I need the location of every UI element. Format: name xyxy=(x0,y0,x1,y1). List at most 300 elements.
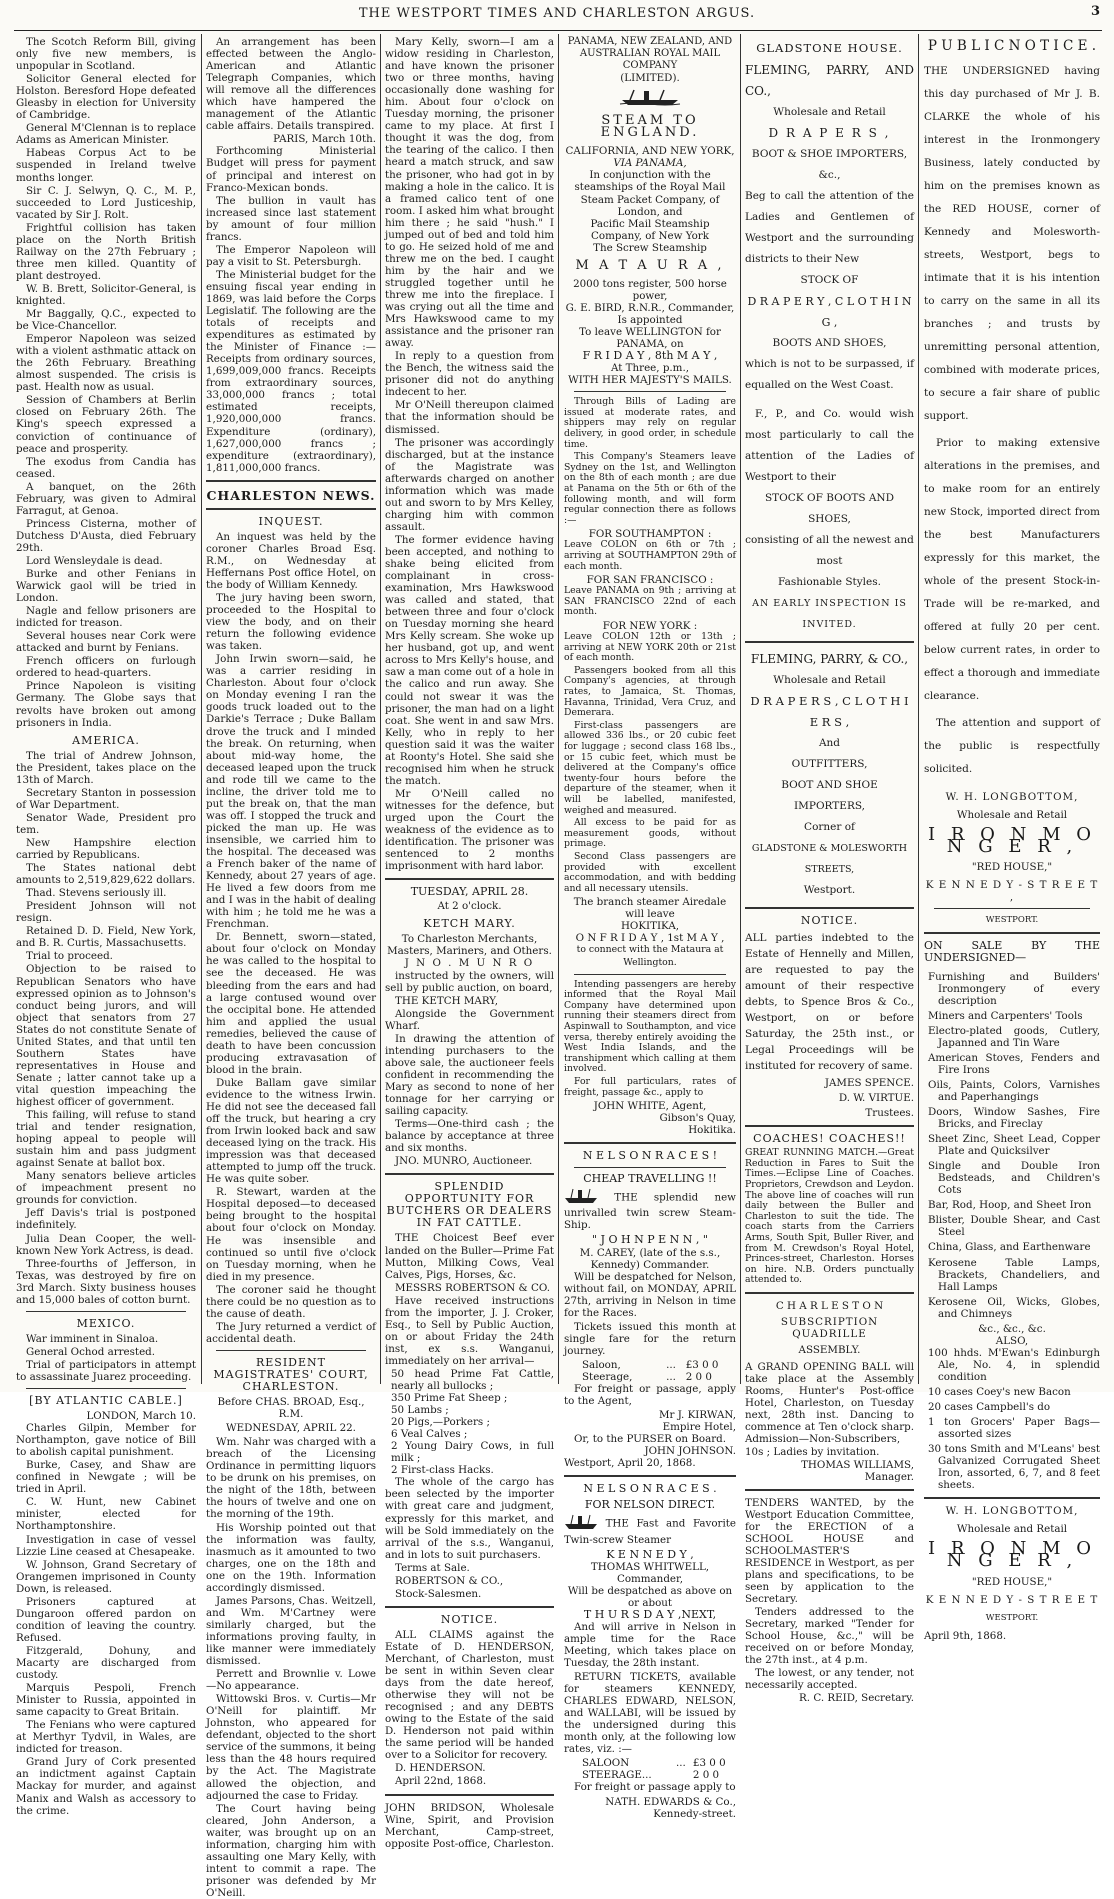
list-item: Miners and Carpenters' Tools xyxy=(928,1009,1083,1022)
notice-heading: NOTICE. xyxy=(440,1612,499,1626)
paragraph: The trial of Andrew Johnson, the President, takes place on the 13th of March. xyxy=(16,749,196,786)
paragraph: April 22nd, 1868. xyxy=(395,1775,487,1788)
via-2: VIA PANAMA, xyxy=(613,157,687,170)
new-york-text: Leave COLON 12th or 13th ; arriving at NEW YORK 20th or 21st of each month. xyxy=(564,631,736,664)
paragraph: Terms—One-third cash ; the balance by acceptance at three and six months. xyxy=(385,1118,554,1155)
paragraph: Fitzgerald, Dohuny, and Macarty are discharged from custody. xyxy=(16,1644,196,1682)
paragraph: Mr O'Neill called no witnesses for the defence, but urged upon the Court the weakness of the evidence as to identification. The prisoner was sentenced to 2 months imprisonment with hard labor. xyxy=(385,787,554,873)
cable-heading: [BY ATLANTIC CABLE.] xyxy=(29,1394,183,1408)
notice-text xyxy=(385,1629,554,1788)
paragraph: MESSRS ROBERTSON & CO. xyxy=(395,1281,550,1294)
column-1 xyxy=(16,36,196,1817)
divider xyxy=(385,1173,554,1175)
fashionable: Fashionable Styles. xyxy=(778,576,881,589)
paragraph: Frightful collision has taken place on the North British Railway on the 27th February ; three men killed. Quantity of plant destroyed. xyxy=(16,221,196,282)
list-item: Kerosene Table Lamps, Brackets, Chandeliers, and Hall Lamps xyxy=(928,1256,1100,1293)
panama-details-2 xyxy=(564,666,736,894)
column-divider xyxy=(740,34,741,1384)
cattle-list xyxy=(385,1368,554,1476)
ball-text: A GRAND OPENING BALL will take place at the Assembly Rooms, Hunter's Post-office Hotel, Charleston, on Tuesday next, 28th inst. Dancing to commence at Ten o'clock sharp. Admission—Non-Subscribers, 10s ; Ladies by invitation. xyxy=(745,1361,914,1458)
pacific-mail: Pacific Mail Steamship Company, of New York xyxy=(590,217,710,242)
drapers-clothiers: D R A P E R S , C L O T H I E R S , xyxy=(750,694,909,730)
rm-court-heading: RESIDENT MAGISTRATES' COURT, CHARLESTON. xyxy=(213,1355,369,1394)
paris-news xyxy=(206,145,376,473)
charleston-news-heading: CHARLESTON NEWS. xyxy=(206,487,376,503)
paragraph: Through Bills of Lading are issued at moderate rates, and shippers may rely on regular delivery, in good order, in schedule time. xyxy=(564,396,736,450)
paragraph: Dr. Bennett, sworn—stated, about four o'clock on Monday he was called to the hospital to see the deceased. He was bleeding from the ears and had a large contused wound over the occipital bone. He attended him and applied the usual remedies, believed the cause of death to have been concussion producing extravasation of blood in the brain. xyxy=(206,931,376,1076)
thomas-williams: THOMAS WILLIAMS, xyxy=(801,1458,914,1471)
list-item: 350 Prime Fat Sheep ; xyxy=(391,1392,508,1405)
paragraph: New Hampshire election carried by Republicans. xyxy=(16,837,196,862)
public-notice-3: The attention and support of the public is respectfully solicited. xyxy=(924,717,1100,776)
san-francisco-heading: FOR SAN FRANCISCO : xyxy=(586,574,714,587)
gladstone-house-heading: GLADSTONE HOUSE. xyxy=(756,41,903,55)
paragraph: The coroner said he thought there could be no question as to the cause of death. xyxy=(206,1283,376,1320)
paragraph: Marquis Pespoli, French Minister to Russia, appointed in same capacity to Great Britain. xyxy=(16,1682,196,1719)
connect-mataura: to connect with the Mataura at Wellington. xyxy=(576,944,724,968)
boots-shoes: BOOTS AND SHOES, xyxy=(772,337,887,350)
boot-shoe-2: BOOT AND SHOE IMPORTERS, xyxy=(781,779,878,813)
paragraph: Wittowski Bros. v. Curtis—Mr O'Neill for plaintiff. Mr Johnston, who appeared for defendant, objected to the short service of the summons, it being less than the 48 hours required by the Act. The Magistrate allowed the objection, and adjourned the case to Friday. xyxy=(206,1693,376,1802)
divider xyxy=(216,1350,366,1351)
edwards: NATH. EDWARDS & Co., xyxy=(605,1795,736,1808)
steamship-icon xyxy=(564,88,736,109)
john-johnson: JOHN JOHNSON. xyxy=(644,1445,736,1458)
paragraph: War imminent in Sinaloa. xyxy=(26,1332,159,1345)
col2-news xyxy=(206,36,376,132)
fare-amount: £3 0 0 xyxy=(685,1358,719,1371)
kennedy-name: K E N N E D Y , xyxy=(606,1547,694,1561)
fare-dots: ... xyxy=(666,1358,676,1371)
charleston-heading: C H A R L E S T O N xyxy=(775,1300,884,1312)
friday-1st-may: O N F R I D A Y , 1st M A Y , xyxy=(575,932,725,945)
fare-dots xyxy=(674,1769,691,1781)
fpc-name-2: FLEMING, PARRY, & CO., xyxy=(750,652,909,667)
corner-of: Corner of xyxy=(804,821,855,834)
coaches-text: GREAT RUNNING MATCH.—Great Reduction in Fares to Suit the Times.—Eclipse Line of Coaches. Proprietors, Crewdson and Leydon. The above line of coaches will run daily between the Buller and Charleston to suit the tide. The coach starts from the Carriers Arms, South Spit, Buller River, and from M. Crewdson's Royal Hotel, Princes-street, Charleston. Horses on hire. N.B. Orders punctually attended to. xyxy=(745,1147,914,1286)
steamship-icon xyxy=(564,1188,598,1207)
paragraph: A banquet, on the 26th February, was given to Admiral Farragut, at Genoa. xyxy=(16,480,196,517)
paragraph: instructed by the owners, will sell by public auction, on board, xyxy=(385,969,554,994)
kennedy-commander: THOMAS WHITWELL, Commander, xyxy=(590,1560,710,1585)
paragraph: THE Choicest Beef ever landed on the Buller—Prime Fat Mutton, Milking Cows, Veal Calves, Pigs, Horses, &c. xyxy=(385,1232,554,1281)
mexico-news xyxy=(16,1333,196,1383)
paragraph: Duke Ballam gave similar evidence to the witness Irwin. He did not see the deceased fall off the truck, but hearing a cry from Irwin looked back and saw deceased lying on the track. His impression was that deceased attempted to jump off the truck. He was quite sober. xyxy=(206,1076,376,1186)
red-house-2: "RED HOUSE," xyxy=(971,1575,1053,1588)
paragraph: Passengers booked from all this Company's agencies, at through rates, to Jamaica, St. Thomas, Havanna, Trinidad, Vera Cruz, and Demerara. xyxy=(564,664,736,719)
rm-text xyxy=(206,1436,376,1899)
paragraph: Trial to proceed. xyxy=(26,950,113,963)
paragraph: The bullion in vault has increased since last statement by amount of four million francs. xyxy=(206,194,376,243)
paragraph: The Emperor Napoleon will pay a visit to St. Petersburgh. xyxy=(206,243,376,268)
conjunction: In conjunction with the steamships of the Royal Mail Steam Packet Company, of London, and xyxy=(574,169,726,218)
list-item: 6 Veal Calves ; xyxy=(391,1428,468,1441)
divider xyxy=(745,907,914,909)
airedale: The branch steamer Airedale will leave xyxy=(573,896,727,921)
kirwan: Mr J. KIRWAN, xyxy=(658,1409,736,1422)
column-divider xyxy=(558,34,559,1384)
divider xyxy=(745,1489,914,1491)
rm-before: Before CHAS. BROAD, Esq., R.M. xyxy=(217,1396,365,1421)
appointed: Is appointed xyxy=(617,313,683,326)
drapery-clothing: D R A P E R Y , C L O T H I N G , xyxy=(747,295,912,330)
kennedy-street: K E N N E D Y - S T R E E T , xyxy=(925,879,1099,904)
empire-hotel: Empire Hotel, xyxy=(662,1421,736,1434)
divider xyxy=(564,1142,736,1144)
list-item: Single and Double Iron Bedsteads, and Children's Cots xyxy=(928,1160,1100,1197)
column-4 xyxy=(564,36,736,1820)
paragraph: General M'Clennan is to replace Adams as American Minister. xyxy=(16,122,196,147)
paragraph: The Court having being cleared, John Anderson, a waiter, was brought up on an information, charging him with assaulting one Mary Kelly, with intent to commit a rape. The prisoner was defended by Mr O'Neill. xyxy=(206,1802,376,1899)
paragraph: The prisoner was accordingly discharged, but at the instance of the Magistrate was afterwards charged on another information which was made out and sworn to by Mrs Kelley, charging him with common assault. xyxy=(385,436,554,533)
divider xyxy=(26,1311,186,1312)
longbottom-name: W. H. LONGBOTTOM, xyxy=(945,791,1079,804)
paragraph: Thad. Stevens seriously ill. xyxy=(26,887,167,900)
paragraph: Mr O'Neill thereupon claimed that the information should be dismissed. xyxy=(385,399,554,436)
beg-attention: Beg to call the attention of the Ladies and Gentlemen of Westport and the surrounding districts to their New xyxy=(745,190,914,266)
divider xyxy=(924,1497,1100,1499)
fp-attention: F., P., and Co. would wish most particularly to call the attention of the Ladies of Westport to their xyxy=(745,408,914,484)
john-penn-intro: THE splendid new unrivalled twin screw Steam-Ship. xyxy=(564,1191,736,1232)
list-item: Furnishing and Builders' Ironmongery of every description xyxy=(928,970,1100,1007)
rc-reid: R. C. REID, Secretary. xyxy=(799,1692,914,1705)
paragraph: Burke and other Fenians in Warwick gaol will be tried in London. xyxy=(16,568,196,605)
tenders-text-3: The lowest, or any tender, not necessarily accepted. xyxy=(745,1667,914,1692)
cable-dateline: LONDON, March 10. xyxy=(86,1410,196,1423)
notice-heading: NOTICE. xyxy=(800,914,859,928)
america-news xyxy=(16,750,196,1306)
ketch-heading: KETCH MARY. xyxy=(423,917,516,931)
dw-virtue: D. W. VIRTUE. xyxy=(838,1092,914,1105)
paragraph: C. W. Hunt, new Cabinet minister, elected for Northamptonshire. xyxy=(16,1496,196,1533)
ironmonger-2: I R O N M O N G E R , xyxy=(928,1538,1096,1572)
cable-news xyxy=(16,1422,196,1817)
paragraph: Princess Cisterna, mother of Dutchess D'Austa, died February 29th. xyxy=(16,517,196,554)
paragraph: Retained D. D. Field, New York, and B. R. Curtis, Massachusetts. xyxy=(16,925,196,950)
mails: WITH HER MAJESTY'S MAILS. xyxy=(568,374,732,387)
list-item: Blister, Double Shear, and Cast Steel xyxy=(928,1214,1100,1239)
paragraph: Intending passengers are hereby informed that the Royal Mail Company have determined upon running their steamers direct from Aspinwall to Southampton, and vice versa, thereby entirely avoiding the West India Islands, and the transhipment which calling at them involved. xyxy=(564,978,736,1075)
paragraph: President Johnson will not resign. xyxy=(16,900,196,925)
paragraph: Charles Gilpin, Member for Northampton, gave notice of Bill to abolish capital punishment. xyxy=(16,1422,196,1459)
kennedy-freight: For freight or passage apply to xyxy=(574,1781,736,1794)
april-date: April 9th, 1868. xyxy=(924,1629,1007,1642)
list-item: Kerosene Oil, Wicks, Globes, and Chimneys xyxy=(928,1295,1100,1320)
divider xyxy=(934,908,1090,909)
nelson-races-2-heading: N E L S O N R A C E S . xyxy=(583,1482,717,1496)
divider xyxy=(206,480,376,482)
fare-dots: ... xyxy=(666,1371,676,1383)
westport: Westport. xyxy=(803,884,856,897)
list-item: Oils, Paints, Colors, Varnishes and Paperhangings xyxy=(928,1078,1100,1103)
paragraph: Lord Wensleydale is dead. xyxy=(26,554,163,567)
gladstone-ad xyxy=(745,60,914,635)
agent-town: Hokitika. xyxy=(688,1124,736,1137)
paragraph: Forthcoming Ministerial Budget will press for payment of principal and interest on Franco-Mexican bonds. xyxy=(206,145,376,194)
westport-date: Westport, April 20, 1868. xyxy=(564,1457,696,1470)
paragraph: Habeas Corpus Act to be suspended in Ireland twelve months longer. xyxy=(16,147,196,184)
masthead-title: THE WESTPORT TIMES AND CHARLESTON ARGUS. xyxy=(358,6,756,21)
fare-class: Steerage, xyxy=(582,1371,633,1383)
paragraph: Julia Dean Cooper, the well-known New York Actress, is dead. xyxy=(16,1232,196,1257)
manager: Manager. xyxy=(864,1470,914,1483)
paragraph: R. Stewart, warden at the Hospital deposed—to deceased being brought to the hospital about four o'clock on Monday. He was insensible and continued so until five o'clock on Tuesday morning, when he died in my presence. xyxy=(206,1186,376,1283)
john-penn-name: " J O H N P E N N , " xyxy=(592,1233,708,1247)
hokitika: HOKITIKA, xyxy=(620,920,680,933)
paragraph: Solicitor General elected for Holston. Beresford Hope defeated Gleasby in election for University of Cambridge. xyxy=(16,73,196,122)
divider xyxy=(745,1125,914,1127)
fpc-ad-2 xyxy=(745,649,914,901)
list-item: 20 cases Campbell's do xyxy=(928,1401,1051,1414)
paragraph: The Fenians who were captured at Merthyr Tydvil, in Wales, are indicted for treason. xyxy=(16,1719,196,1756)
list-item: China, Glass, and Earthenware xyxy=(928,1241,1091,1254)
commander: G. E. BIRD, R.N.R., Commander, xyxy=(565,301,735,314)
paragraph: The former evidence having been accepted, and nothing to shake being elicited from complainant in cross-examination, Mrs Hawkswood was called and stated, that between three and four o'clock on Tuesday morning she heard Mrs Kelly scream. She woke up her husband, got up, and went across to Mrs Kelly's house, and saw a man come out of a hole in the calico and run away. She could not swear it was the prisoner, the man had on a light coat. She went in and saw Mrs. Kelly, who in reply to her question said it was the waiter at Roonty's Hotel. She said she recognised him when he struck the match. xyxy=(385,533,554,787)
column-divider xyxy=(918,34,919,1384)
wholesale-retail-2: Wholesale and Retail xyxy=(956,1523,1068,1536)
divider xyxy=(745,1292,914,1294)
paragraph: First-class passengers are allowed 336 lbs., or 20 cubic feet for luggage ; second class 168 lbs., or 15 cubic feet, which must be delivered at the Company's office twenty-four hours before the departure of the steamer, when it will be labelled, manifested, weighed and measured. xyxy=(564,719,736,816)
paragraph: An arrangement has been effected between the Anglo-American and Atlantic Telegraph Companies, which will remove all the differences which have hampered the management of the Atlantic cable affairs. Details transpired. xyxy=(206,36,376,133)
wholesale-retail: Wholesale and Retail xyxy=(956,809,1068,822)
paragraph: Many senators believe articles of impeachment present no grounds for conviction. xyxy=(16,1170,196,1207)
fare-amount: 2 0 0 xyxy=(692,1769,720,1782)
paragraph: Objection to be raised to Republican Senators who have expressed opinion as to Johnson's conduct being jurors, and will object that senators from 27 States do not constitute Senate of United States, and that until ten Southern States have representatives in House and Senate ; latter cannot take up a vital question impeaching the highest officer of government. xyxy=(16,963,196,1108)
new-york-heading: FOR NEW YORK : xyxy=(602,620,698,632)
public-notice-2: Prior to making extensive alterations in the premises, and to make room for an entirely new Stock, imported direct from the best Manufacturers expressly for this market, the whole of the present Stock-in-Trade will be re-marked, and offered at fully 20 per cent. below current rates, in order to effect a thorough and immediate clearance. xyxy=(924,437,1100,703)
paragraph: Jeff Davis's trial is postponed indefinitely. xyxy=(16,1207,196,1232)
on-sale: ON SALE BY THE UNDERSIGNED— xyxy=(924,939,1100,965)
divider xyxy=(385,1794,554,1796)
sale-items-2 xyxy=(924,1347,1100,1492)
fare-dots: ... xyxy=(675,1757,686,1770)
column-divider xyxy=(380,34,381,1384)
paragraph: Mary Kelly, sworn—I am a widow residing in Charleston, and have known the prisoner two or three months, having occasionally done washing for him. About four o'clock on Tuesday morning, the prisoner came to my place. At first I thought it was the dog, from the tearing of the calico. I then heard a match struck, and saw the prisoner, who had got in by making a hole in the calico. It is a framed calico tent of one room. I asked him what brought him there ; he said "hush." I jumped out of bed and told him to go. He seized hold of me and threw me on the bed. I caught him by the hair and we struggled together until he threw me into the fireplace. I was crying out all the time and Mrs Hawkswood came to my assistance and the prisoner ran away. xyxy=(385,36,554,350)
penn-row xyxy=(564,1188,736,1231)
hennelly-notice: ALL parties indebted to the Estate of Hennelly and Millen, are requested to pay the amount of their respective debts, to Spence Bros & Co., Westport, on or before Saturday, the 25th inst., or Legal Proceedings will be instituted for recovery of same. xyxy=(745,932,914,1073)
inquest-heading: INQUEST. xyxy=(258,514,324,528)
paragraph: The jury having been sworn, proceeded to the Hospital to view the body, and on their return the following evidence was taken. xyxy=(206,592,376,653)
paragraph: For full particulars, rates of freight, passage &c., apply to xyxy=(564,1075,736,1098)
cattle-tail xyxy=(385,1476,554,1599)
bridson-ad: JOHN BRIDSON, Wholesale Wine, Spirit, and Provision Merchant, Camp-street, opposite Post-office, Charleston. xyxy=(385,1801,554,1850)
paragraph: General Ochod arrested. xyxy=(26,1345,156,1358)
divider xyxy=(206,508,376,510)
paragraph: Second Class passengers are provided with excellent accommodation, and with bedding and all necessary utensils. xyxy=(564,850,736,894)
sale-items xyxy=(924,971,1100,1320)
sale-date: TUESDAY, APRIL 28. xyxy=(410,885,529,899)
paragraph: Senator Wade, President pro tem. xyxy=(16,811,196,836)
list-item: Doors, Window Sashes, Fire Bricks, and Fireclay xyxy=(928,1105,1100,1131)
paragraph: The Ministerial budget for the ensuing fiscal year ending in 1869, was laid before the Corps Legislatif. The following are the totals of receipts and expenditures as estimated by the Minister of Finance :—Receipts from ordinary sources, 1,699,009,000 francs. Receipts from extraordinary sources, 33,000,000 francs ; total estimated receipts, 1,920,000,000 francs. Expenditure (ordinary), 1,627,000,000 francs ; expenditure (extraordinary), 1,811,000,000 francs. xyxy=(206,268,376,474)
list-item: 10 cases Coey's new Bacon xyxy=(928,1385,1071,1398)
fare-class: STEERAGE... xyxy=(582,1769,652,1782)
assembly: ASSEMBLY. xyxy=(798,1344,861,1357)
kennedy-arrival: And will arrive in Nelson in ample time for the Race Meeting, which takes place on Tuesday, the 28th instant. xyxy=(564,1620,736,1669)
paragraph: Nagle and fellow prisoners are indicted for treason. xyxy=(16,605,196,630)
cattle-text xyxy=(385,1232,554,1367)
divider xyxy=(564,1475,736,1477)
paragraph: JNO. MUNRO, Auctioneer. xyxy=(395,1155,533,1168)
paragraph: Secretary Stanton in possession of War Department. xyxy=(16,786,196,811)
not-surpassed: which is not to be surpassed, if equalled on the West Coast. xyxy=(745,358,914,392)
john-penn-tickets: Tickets issued this month at single fare for the return journey. xyxy=(564,1320,736,1357)
stock-of: STOCK OF xyxy=(800,274,859,287)
public-notice-1: THE UNDERSIGNED having this day purchased of Mr J. B. CLARKE the whole of his interest in the Ironmongery Business, lately conducted by him on the premises known as the RED HOUSE, corner of Kennedy and Molesworth-streets, Westport, begs to intimate that it is his intention to carry on the same in all its branches ; and trusts by unremitting personal attention, combined with moderate prices, to secure a fair share of public support. xyxy=(924,65,1100,423)
steamship-icon xyxy=(564,1514,598,1533)
kennedy-despatch: Will be despatched as above on or about xyxy=(567,1584,733,1609)
column-5 xyxy=(745,36,914,1705)
paragraph: Sir C. J. Selwyn, Q. C., M. P., succeeded to Lord Justiceship, vacated by Sir J. Rolt. xyxy=(16,184,196,221)
masthead-rule xyxy=(14,30,1102,31)
col3-news xyxy=(385,36,554,872)
page-number: 3 xyxy=(1090,4,1100,19)
paragraph: ROBERTSON & CO., xyxy=(395,1574,504,1587)
paragraph: Terms at Sale. xyxy=(395,1561,470,1574)
list-item: Electro-plated goods, Cutlery, Japanned and Tin Ware xyxy=(928,1024,1100,1049)
paragraph: Mr Baggally, Q.C., expected to be Vice-Chancellor. xyxy=(16,308,196,333)
paragraph: In drawing the attention of intending purchasers to the above sale, the auctioneer feels confident in recommending the Mary as second to none of her tonnage for her carrying or sailing capacity. xyxy=(385,1032,554,1118)
paragraph: Prisoners captured at Dungaroon offered pardon on condition of leaving the country. Refused. xyxy=(16,1595,196,1644)
longbottom-name-2: W. H. LONGBOTTOM, xyxy=(945,1505,1079,1518)
list-item: 50 Lambs ; xyxy=(391,1404,449,1417)
agent-name: JOHN WHITE, Agent, xyxy=(593,1100,707,1113)
purser: Or, to the PURSER on Board. xyxy=(573,1433,727,1446)
paragraph: Investigation in case of vessel Lizzie Line ceased at Chesapeake. xyxy=(16,1533,196,1558)
panama-heading: PANAMA, NEW ZEALAND, AND AUSTRALIAN ROYAL MAIL COMPANY xyxy=(567,36,733,72)
paragraph: The Scotch Reform Bill, giving only five new members, is unpopular in Scotland. xyxy=(16,36,196,73)
paragraph: Session of Chambers at Berlin closed on February 26th. The King's speech expressed a conviction of continuance of peace and prosperity. xyxy=(16,394,196,455)
divider xyxy=(26,1388,186,1389)
paragraph: THE KETCH MARY, xyxy=(395,994,499,1007)
list-item: Bar, Rod, Hoop, and Sheet Iron xyxy=(928,1199,1092,1212)
ketch-to: To Charleston Merchants, Masters, Mariners, and Others. xyxy=(387,933,552,958)
paragraph: All excess to be paid for as measurement goods, without primage. xyxy=(564,817,736,850)
divider xyxy=(574,1167,726,1168)
kennedy-row xyxy=(564,1514,736,1545)
coaches-heading: COACHES! COACHES!! xyxy=(753,1132,906,1146)
paragraph: Perrett and Brownlie v. Lowe—No appearance. xyxy=(206,1668,376,1693)
list-item: 2 Young Dairy Cows, in full milk ; xyxy=(391,1440,554,1465)
list-item: American Stoves, Fenders and Fire Irons xyxy=(928,1051,1100,1076)
wholesale-retail: Wholesale and Retail xyxy=(773,106,886,119)
thursday-next: T H U R S D A Y ,NEXT, xyxy=(583,1607,717,1621)
paragraph: Trial of participators in attempt to assassinate Juarez proceeding. xyxy=(16,1358,196,1383)
kennedy-fares xyxy=(564,1757,736,1781)
via-1: CALIFORNIA, AND NEW YORK, xyxy=(565,145,735,158)
divider xyxy=(385,878,554,880)
fare-amount: 2 0 0 xyxy=(685,1371,712,1383)
screw-steamship: The Screw Steamship xyxy=(593,241,707,254)
fpc-name: FLEMING, PARRY, AND CO., xyxy=(745,63,914,99)
paragraph: John Irwin sworn—said, he was a carrier residing in Charleston. About four o'clock on Monday evening I ran the goods truck loaded out to the Darkie's Terrace ; Duke Ballam drove the truck and I minded the break. On returning, when about mid-way home, the deceased leaped upon the truck and rode till we came to the incline, the driver told me to put the break on, that the man was off. I stopped the truck and picked the man up. He was insensible, we carried him to the hospital. The deceased was a French baker of the name of Kennedy, about 27 years of age. He lived a few doors from me and I was in the habit of dealing with him ; he told me he was a Frenchman. xyxy=(206,653,376,931)
nelson-races-heading: N E L S O N R A C E S ! xyxy=(582,1149,718,1163)
nelson-direct: FOR NELSON DIRECT. xyxy=(584,1498,716,1512)
panama-details-3 xyxy=(564,980,736,1099)
kennedy-street: Kennedy-street. xyxy=(653,1807,736,1820)
wholesale-retail-2: Wholesale and Retail xyxy=(773,674,886,687)
tenders-text: TENDERS WANTED, by the Westport Education Committee, for the ERECTION of a SCHOOL HOUSE and SCHOOLMASTER'S RESIDENCE in Westport, as per plans and specifications, to be seen by application to the Secretary. xyxy=(745,1496,914,1606)
paragraph: Have received instructions from the importer, J. J. Croker, Esq., to Sell by Public Auction, on or about Friday the 24th inst, ex s.s. Wanganui, immediately on her arrival— xyxy=(385,1294,554,1367)
friday-may: F R I D A Y , 8th M A Y , xyxy=(582,349,718,363)
cheap-travelling: CHEAP TRAVELLING !! xyxy=(583,1172,717,1186)
list-item: 2 First-class Hacks. xyxy=(391,1464,494,1477)
subscription-quadrille: SUBSCRIPTION QUADRILLE xyxy=(780,1316,879,1341)
paragraph: This failing, will refuse to stand trial and tender resignation, hoping appeal to people will sustain him and pass judgment against Senate at ballot box. xyxy=(16,1109,196,1170)
column-2 xyxy=(206,36,376,1899)
paragraph: Three-fourths of Jefferson, in Texas, was destroyed by fire on 3rd March. Sixty business houses and 15,000 bales of cotton burnt. xyxy=(16,1257,196,1306)
gladstone-molesworth: GLADSTONE & MOLESWORTH STREETS, xyxy=(751,843,908,876)
limited: (LIMITED). xyxy=(620,72,680,85)
steam-to-england: STEAM TO ENGLAND. xyxy=(600,113,700,141)
and: And xyxy=(818,737,841,750)
paragraph: Several houses near Cork were attacked and burnt by Fenians. xyxy=(16,630,196,655)
divider xyxy=(385,1606,554,1608)
mataura-name: M A T A U R A , xyxy=(575,257,725,273)
paragraph: W. B. Brett, Solicitor-General, is knighted. xyxy=(16,282,196,307)
paragraph: W. Johnson, Grand Secretary of Orangemen imprisoned in County Down, is released. xyxy=(16,1558,196,1595)
paragraph: Burke, Casey, and Shaw are confined in Newgate ; will be tried in April. xyxy=(16,1459,196,1496)
trustees: Trustees. xyxy=(865,1107,914,1120)
westport: WESTPORT. xyxy=(985,915,1039,926)
inquest-text xyxy=(206,531,376,1345)
kennedy-street-2: K E N N E D Y - S T R E E T xyxy=(925,1593,1099,1606)
southampton-text: Leave COLON on 6th or 7th ; arriving at SOUTHAMPTON 29th of each month. xyxy=(564,539,736,572)
divider xyxy=(574,391,726,392)
list-item: 1 ton Grocers' Paper Bags—assorted sizes xyxy=(928,1416,1100,1441)
panama-details xyxy=(564,397,736,526)
paragraph: The whole of the cargo has been selected by the importer with great care and judgment, expressly for this market, and will be Sold immediately on the arrival of the s.s., Wanganui, and in lots to suit purchasers. xyxy=(385,1476,554,1561)
etc: &c., &c., &c. xyxy=(978,1322,1046,1335)
munro-name: J N O . M U N R O xyxy=(404,957,535,970)
penn-fares xyxy=(564,1359,736,1383)
john-penn-commander: M. CAREY, (late of the s.s., Kennedy) Commander. xyxy=(579,1246,721,1271)
rm-date: WEDNESDAY, APRIL 22. xyxy=(226,1422,356,1435)
kennedy-intro: THE Fast and Favorite Twin-screw Steamer xyxy=(564,1518,736,1546)
paragraph: The Jury returned a verdict of accidental death. xyxy=(206,1320,376,1345)
paragraph: The States national debt amounts to 2,519,829,622 dollars. xyxy=(16,862,196,887)
ketch-text xyxy=(385,970,554,1168)
westport-2: WESTPORT. xyxy=(985,1612,1039,1623)
red-house: "RED HOUSE," xyxy=(971,861,1053,874)
paragraph: In reply to a question from the Bench, the witness said the prisoner did not do anything indecent to her. xyxy=(385,350,554,399)
james-spence: JAMES SPENCE. xyxy=(824,1077,914,1090)
list-item: 30 tons Smith and M'Leans' best Galvanized Corrugated Sheet Iron, assorted, 6, 7, and 8 feet sheets. xyxy=(928,1443,1100,1492)
paragraph: Prince Napoleon is visiting Germany. The Globe says that revolts have broken out among prisoners in India. xyxy=(16,680,196,729)
paragraph: Wm. Nahr was charged with a breach of the Licensing Ordinance in permitting liquors to be drunk on his premises, on the night of the 18th, between the hours of twelve and one on the morning of the 19th. xyxy=(206,1436,376,1521)
mexico-heading: MEXICO. xyxy=(76,1316,136,1330)
early-inspection: AN EARLY INSPECTION IS INVITED. xyxy=(752,598,907,631)
tenders-text-2: Tenders addressed to the Secretary, marked "Tender for School House, &c.," will be received on or before Monday, the 27th inst., at 4 p.m. xyxy=(745,1606,914,1667)
leave-wellington: To leave WELLINGTON for PANAMA, on xyxy=(579,325,721,351)
paragraph: ALL CLAIMS against the Estate of D. HENDERSON, Merchant, of Charleston, must be sent in within Seven clear days from the date hereof, otherwise they will not be recognised ; and any DEBTS owing to the Estate of the said D. Henderson not paid within the same period will be handed over to a Solicitor for recovery. xyxy=(385,1628,554,1762)
outfitters: OUTFITTERS, xyxy=(791,758,868,771)
san-francisco-text: Leave PANAMA on 9th ; arriving at SAN FRANCISCO 22nd of each month. xyxy=(564,585,736,618)
paragraph: His Worship pointed out that the information was faulty, inasmuch as it amounted to two charges, one on the 18th and one on the 19th. Information accordingly dismissed. xyxy=(206,1521,376,1594)
col1-news xyxy=(16,36,196,729)
column-3 xyxy=(385,36,554,1850)
drapers: D R A P E R S , xyxy=(768,126,891,141)
boot-shoe: BOOT & SHOE IMPORTERS, &c., xyxy=(751,148,908,182)
divider xyxy=(745,641,914,643)
john-penn-freight: For freight or passage, apply to the Agent, xyxy=(564,1383,736,1408)
fare-amount: £3 0 0 xyxy=(692,1757,726,1770)
list-item: 100 hhds. M'Ewan's Edinburgh Ale, No. 4, in splendid condition xyxy=(928,1346,1100,1383)
paris-dateline: PARIS, March 10th. xyxy=(273,133,376,146)
consisting: consisting of all the newest and most xyxy=(745,534,914,568)
stock-boots: STOCK OF BOOTS AND SHOES, xyxy=(764,492,895,526)
paragraph: An inquest was held by the coroner Charles Broad Esq. R.M., on Wednesday at Heffernans Post office Hotel, on the body of William Kennedy. xyxy=(206,530,376,591)
